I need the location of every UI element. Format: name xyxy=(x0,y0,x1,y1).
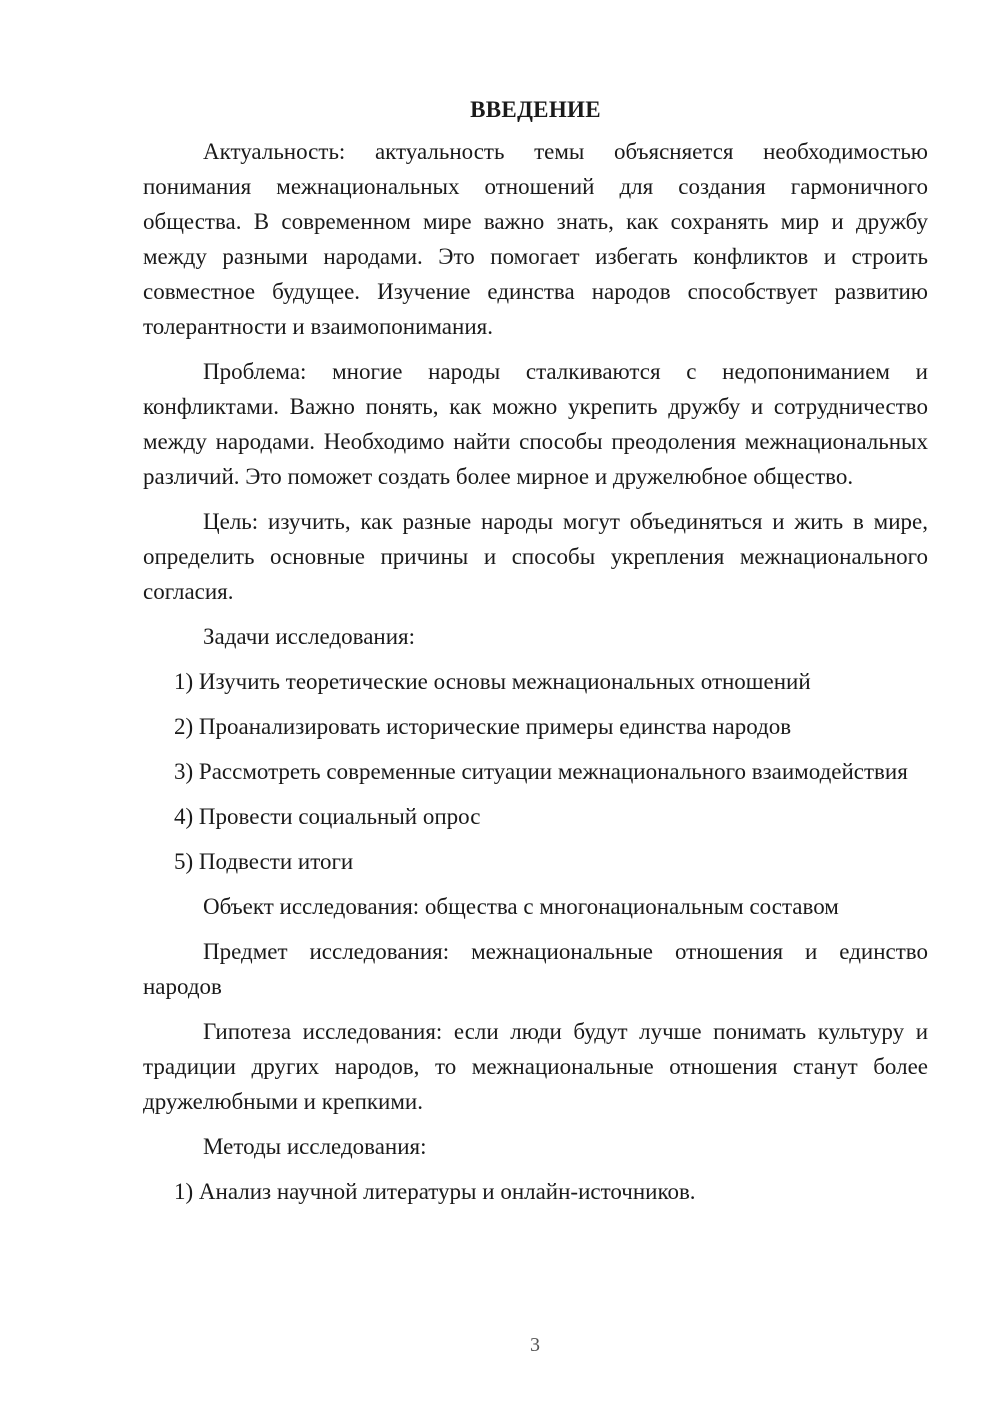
paragraph-relevance: Актуальность: актуальность темы объясняется необходимостью понимания межнациональных отношений для создания гармоничного общества. В современном мире важно знать, как сохранять мир и дружбу между разными народами. Это помогает избегать конфликтов и строить совместное будущее. Изучение единства народов способствует развитию толерантности и взаимопонимания. xyxy=(143,139,928,339)
task-item: 3) Рассмотреть современные ситуации межнационального взаимодействия xyxy=(174,759,908,784)
paragraph-tasks-heading: Задачи исследования: xyxy=(203,624,416,649)
task-item: 2) Проанализировать исторические примеры единства народов xyxy=(174,714,792,739)
paragraph-goal: Цель: изучить, как разные народы могут объединяться и жить в мире, определить основные причины и способы укрепления межнационального согласия. xyxy=(143,509,928,604)
task-item: 1) Изучить теоретические основы межнациональных отношений xyxy=(174,669,811,694)
task-item: 4) Провести социальный опрос xyxy=(174,804,481,829)
task-item: 5) Подвести итоги xyxy=(174,849,354,874)
paragraph-methods-heading: Методы исследования: xyxy=(203,1134,427,1159)
section-title: ВВЕДЕНИЕ xyxy=(470,97,601,122)
paragraph-object: Объект исследования: общества с многонациональным составом xyxy=(203,894,839,919)
paragraph-problem: Проблема: многие народы сталкиваются с недопониманием и конфликтами. Важно понять, как можно укрепить дружбу и сотрудничество между народами. Необходимо найти способы преодоления межнациональных различий. Это поможет создать более мирное и дружелюбное общество. xyxy=(143,359,928,489)
page-number: 3 xyxy=(530,1334,540,1356)
paragraph-subject: Предмет исследования: межнациональные отношения и единство народов xyxy=(143,939,928,999)
document-body xyxy=(143,96,928,1219)
method-item: 1) Анализ научной литературы и онлайн-источников. xyxy=(174,1179,696,1204)
paragraph-hypothesis: Гипотеза исследования: если люди будут лучше понимать культуру и традиции других народов, то межнациональные отношения станут более дружелюбными и крепкими. xyxy=(143,1019,928,1114)
